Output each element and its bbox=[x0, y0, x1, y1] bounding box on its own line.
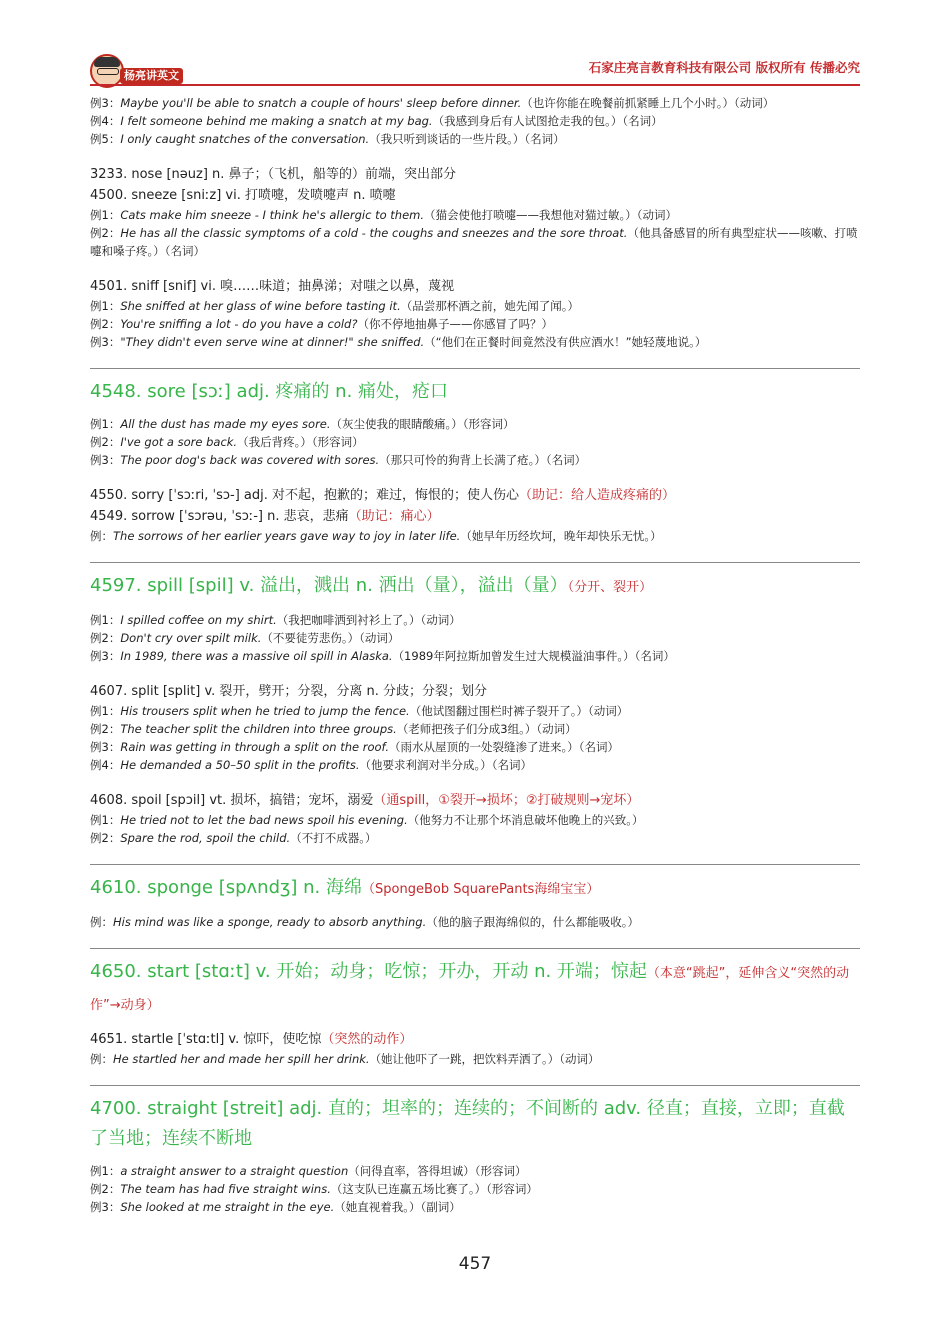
logo-text: 杨亮讲英文 bbox=[120, 68, 183, 84]
page-header bbox=[90, 48, 860, 88]
example-line: 例2：The team has had five straight wins.（这支队已连赢五场比赛了。）（形容词） bbox=[90, 1182, 538, 1196]
example-line: 例1：Cats make him sneeze - I think he's allergic to them.（猫会使他打喷嚏——我想他对猫过敏。）（动词） bbox=[90, 208, 678, 222]
word-entry-sneeze: 4500. sneeze [sniːz] vi. 打喷嚏，发喷嚏声 n. 喷嚏 bbox=[90, 188, 396, 203]
word-entry-spoil: 4608. spoil [spɔil] vt. 损坏，搞错；宠坏，溺爱（通spill，①裂开→损坏；②打破规则→宠坏） bbox=[90, 793, 640, 808]
example-line: 例2：Spare the rod, spoil the child.（不打不成器。） bbox=[90, 831, 377, 845]
example-line: 例：The sorrows of her earlier years gave way to joy in later life.（她早年历经坎坷，晚年却快乐无忧。） bbox=[90, 529, 662, 543]
mnemonic-note: （本意“跳起”，延伸含义“突然的动作”→动身） bbox=[90, 966, 850, 1013]
section-divider bbox=[90, 864, 860, 865]
example-line: 例1：a straight answer to a straight question（问得直率，答得坦诚）（形容词） bbox=[90, 1164, 527, 1178]
section-heading-sponge: 4610. sponge [spʌndʒ] n. 海绵（SpongeBob SquarePants海绵宝宝） bbox=[90, 877, 600, 898]
word-entry-nose: 3233. nose [nəuz] n. 鼻子；（飞机，船等的）前端，突出部分 bbox=[90, 167, 457, 182]
example-line: 例：His mind was like a sponge, ready to absorb anything.（他的脑子跟海绵似的，什么都能吸收。） bbox=[90, 915, 640, 929]
header-divider bbox=[90, 84, 860, 86]
word-entry-sorry: 4550. sorry [ˈsɔːri, ˈsɔ-] adj. 对不起，抱歉的；难过，悔恨的；使人伤心（助记：给人造成疼痛的） bbox=[90, 488, 676, 503]
section-divider bbox=[90, 948, 860, 949]
example-line: 例2：Don't cry over spilt milk.（不要徒劳悲伤。）（动词） bbox=[90, 631, 400, 645]
example-line: 例3：The poor dog's back was covered with sores.（那只可怜的狗背上长满了疮。）（名词） bbox=[90, 453, 587, 467]
example-line: 例1：He tried not to let the bad news spoil his evening.（他努力不让那个坏消息破坏他晚上的兴致。） bbox=[90, 813, 644, 827]
section-divider bbox=[90, 1085, 860, 1086]
avatar-icon bbox=[90, 54, 124, 88]
example-line: 例3：Rain was getting in through a split on the roof.（雨水从屋顶的一处裂缝渗了进来。）（名词） bbox=[90, 740, 620, 754]
section-heading-start: 4650. start [stɑːt] v. 开始；动身；吃惊；开办，开动 n. 开端；惊起（本意“跳起”，延伸含义“突然的动作”→动身） bbox=[90, 961, 850, 1013]
word-entry-startle: 4651. startle [ˈstɑːtl] v. 惊吓，使吃惊（突然的动作） bbox=[90, 1032, 413, 1047]
mnemonic-note: （通spill，①裂开→损坏；②打破规则→宠坏） bbox=[373, 793, 640, 808]
mnemonic-note: （SpongeBob SquarePants海绵宝宝） bbox=[362, 882, 600, 897]
section-heading-spill: 4597. spill [spil] v. 溢出，溅出 n. 洒出（量），溢出（量）（分开、裂开） bbox=[90, 575, 653, 596]
example-line: 例1：All the dust has made my eyes sore.（灰尘使我的眼睛酸痛。）（形容词） bbox=[90, 417, 515, 431]
example-line: 例3：She looked at me straight in the eye.（她直视着我。）（副词） bbox=[90, 1200, 461, 1214]
mnemonic-note: （分开、裂开） bbox=[567, 580, 653, 595]
example-line: 例1：I spilled coffee on my shirt.（我把咖啡洒到衬衫上了。）（动词） bbox=[90, 613, 461, 627]
word-entry-sniff: 4501. sniff [snif] vi. 嗅……味道；抽鼻涕；对嗤之以鼻，蔑视 bbox=[90, 279, 455, 294]
page-content bbox=[90, 94, 860, 1216]
mnemonic-note: （助记：给人造成疼痛的） bbox=[519, 488, 676, 503]
copyright-notice: 石家庄亮言教育科技有限公司 版权所有 传播必究 bbox=[588, 60, 860, 75]
example-line: 例4：I felt someone behind me making a snatch at my bag.（我感到身后有人试图抢走我的包。）（名词） bbox=[90, 114, 663, 128]
example-line: 例1：His trousers split when he tried to jump the fence.（他试图翻过围栏时裤子裂开了。）（动词） bbox=[90, 704, 629, 718]
section-heading-sore: 4548. sore [sɔː] adj. 疼痛的 n. 痛处，疮口 bbox=[90, 381, 449, 402]
example-line: 例2：The teacher split the children into three groups.（老师把孩子们分成3组。）（动词） bbox=[90, 722, 577, 736]
section-divider bbox=[90, 562, 860, 563]
example-line: 例3：Maybe you'll be able to snatch a couple of hours' sleep before dinner.（也许你能在晚餐前抓紧睡上几个小时。）（动词） bbox=[90, 96, 775, 110]
word-entry-sorrow: 4549. sorrow [ˈsɔrəu, ˈsɔː-] n. 悲哀，悲痛（助记：痛心） bbox=[90, 509, 440, 524]
example-line: 例1：She sniffed at her glass of wine before tasting it.（品尝那杯酒之前，她先闻了闻。） bbox=[90, 299, 579, 313]
page-number: 457 bbox=[458, 1254, 492, 1274]
example-line: 例2：I've got a sore back.（我后背疼。）（形容词） bbox=[90, 435, 364, 449]
section-heading-straight: 4700. straight [streit] adj. 直的；坦率的；连续的；不间断的 adv. 径直；直接，立即；直截了当地；连续不断地 bbox=[90, 1098, 845, 1149]
example-line: 例：He startled her and made her spill her drink.（她让他吓了一跳，把饮料弄洒了。）（动词） bbox=[90, 1052, 600, 1066]
example-line: 例2：You're sniffing a lot - do you have a cold?（你不停地抽鼻子——你感冒了吗？） bbox=[90, 317, 553, 331]
word-entry-split: 4607. split [split] v. 裂开，劈开；分裂，分离 n. 分歧；分裂；划分 bbox=[90, 684, 488, 699]
example-line: 例5：I only caught snatches of the conversation.（我只听到谈话的一些片段。）（名词） bbox=[90, 132, 565, 146]
mnemonic-note: （突然的动作） bbox=[321, 1032, 413, 1047]
section-divider bbox=[90, 368, 860, 369]
example-line: 例2：He has all the classic symptoms of a cold - the coughs and sneezes and the sore throat.（他具备感冒的所有典型症状——咳嗽、打喷嚏和嗓子疼。）（名词） bbox=[90, 226, 858, 258]
example-line: 例4：He demanded a 50–50 split in the profits.（他要求利润对半分成。）（名词） bbox=[90, 758, 532, 772]
example-line: 例3：In 1989, there was a massive oil spill in Alaska.（1989年阿拉斯加曾发生过大规模溢油事件。）（名词） bbox=[90, 649, 675, 663]
mnemonic-note: （助记：痛心） bbox=[348, 509, 440, 524]
example-line: 例3："They didn't even serve wine at dinner!" she sniffed.（“他们在正餐时间竟然没有供应酒水！”她轻蔑地说。） bbox=[90, 335, 707, 349]
